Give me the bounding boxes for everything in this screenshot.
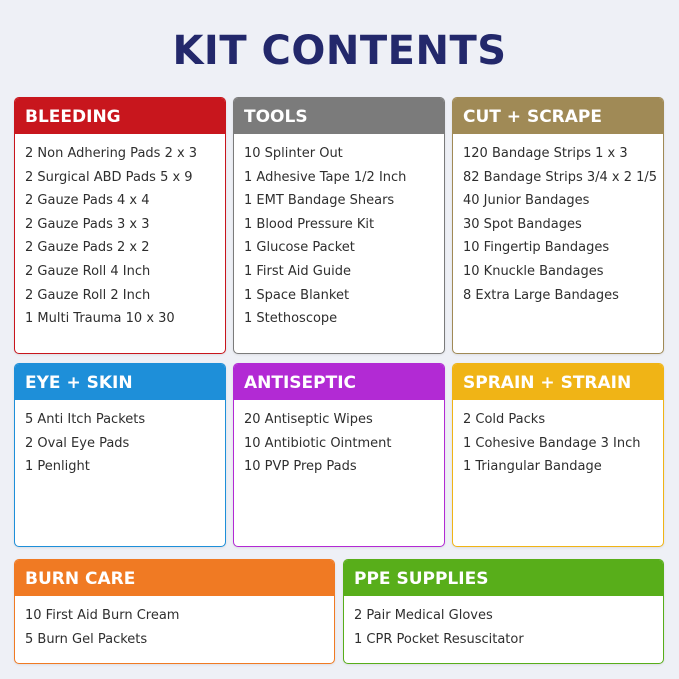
card-heading: BURN CARE — [15, 560, 334, 596]
list-item: 10 Antibiotic Ointment — [244, 435, 392, 451]
item-list — [15, 400, 225, 479]
card-tools — [233, 97, 445, 354]
card-eye-skin — [14, 363, 226, 547]
list-item: 1 Adhesive Tape 1/2 Inch — [244, 169, 407, 185]
card-heading: CUT + SCRAPE — [453, 98, 663, 134]
list-item: 1 First Aid Guide — [244, 263, 351, 279]
list-item: 10 Knuckle Bandages — [463, 263, 604, 279]
list-item: 1 Space Blanket — [244, 287, 350, 303]
item-list — [453, 134, 663, 307]
list-item: 1 Blood Pressure Kit — [244, 216, 375, 232]
item-list — [15, 134, 225, 331]
card-sprain-strain — [452, 363, 664, 547]
card-heading: PPE SUPPLIES — [344, 560, 663, 596]
list-item: 2 Gauze Roll 2 Inch — [25, 287, 151, 303]
list-item: 10 Splinter Out — [244, 146, 343, 161]
item-list — [234, 400, 444, 479]
list-item: 2 Pair Medical Gloves — [354, 608, 493, 623]
list-item: 120 Bandage Strips 1 x 3 — [463, 146, 628, 161]
list-item: 1 Penlight — [25, 459, 90, 475]
list-item: 2 Gauze Pads 4 x 4 — [25, 193, 150, 209]
list-item: 1 EMT Bandage Shears — [244, 193, 395, 209]
card-ppe-supplies — [343, 559, 664, 664]
list-item: 2 Gauze Pads 2 x 2 — [25, 240, 150, 256]
item-list — [453, 400, 663, 479]
item-list — [344, 596, 663, 651]
list-item: 1 Triangular Bandage — [463, 459, 602, 475]
list-item: 2 Cold Packs — [463, 412, 546, 427]
card-heading: EYE + SKIN — [15, 364, 225, 400]
list-item: 10 PVP Prep Pads — [244, 459, 357, 475]
list-item: 5 Anti Itch Packets — [25, 412, 146, 427]
list-item: 1 Stethoscope — [244, 311, 338, 327]
card-cut-scrape — [452, 97, 664, 354]
list-item: 2 Gauze Pads 3 x 3 — [25, 216, 150, 232]
list-item: 20 Antiseptic Wipes — [244, 412, 373, 427]
list-item: 8 Extra Large Bandages — [463, 287, 619, 303]
card-heading: TOOLS — [234, 98, 444, 134]
list-item: 1 CPR Pocket Resuscitator — [354, 631, 524, 647]
card-heading: ANTISEPTIC — [234, 364, 444, 400]
list-item: 2 Non Adhering Pads 2 x 3 — [25, 146, 198, 161]
list-item: 82 Bandage Strips 3/4 x 2 1/5 — [463, 169, 658, 185]
list-item: 1 Cohesive Bandage 3 Inch — [463, 435, 641, 451]
card-burn-care — [14, 559, 335, 664]
list-item: 2 Surgical ABD Pads 5 x 9 — [25, 169, 193, 185]
card-antiseptic — [233, 363, 445, 547]
list-item: 2 Oval Eye Pads — [25, 435, 130, 451]
card-heading: SPRAIN + STRAIN — [453, 364, 663, 400]
list-item: 40 Junior Bandages — [463, 193, 590, 209]
list-item: 2 Gauze Roll 4 Inch — [25, 263, 151, 279]
list-item: 5 Burn Gel Packets — [25, 631, 148, 647]
card-bleeding — [14, 97, 226, 354]
list-item: 30 Spot Bandages — [463, 216, 582, 232]
item-list — [15, 596, 334, 651]
list-item: 10 Fingertip Bandages — [463, 240, 610, 256]
card-heading: BLEEDING — [15, 98, 225, 134]
item-list — [234, 134, 444, 331]
list-item: 1 Multi Trauma 10 x 30 — [25, 311, 175, 327]
list-item: 1 Glucose Packet — [244, 240, 355, 256]
page-title: KIT CONTENTS — [172, 28, 507, 74]
list-item: 10 First Aid Burn Cream — [25, 608, 180, 623]
